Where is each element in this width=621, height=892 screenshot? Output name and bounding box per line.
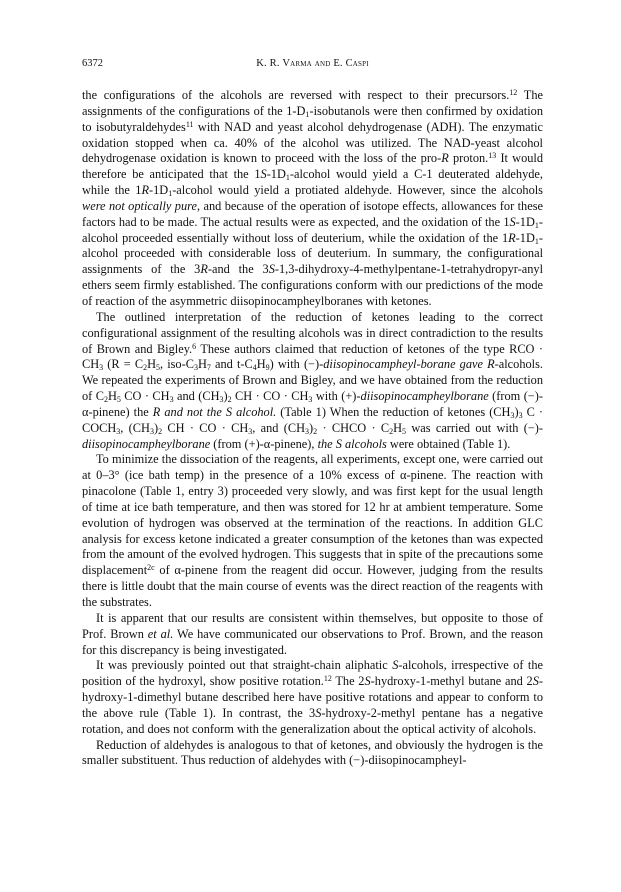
- paragraph-rotation: It was previously pointed out that straight-chain aliphatic S-alcohols, irrespective of the position of the hydroxyl, show positive rotation.$^{12}$ The 2S-hydroxy-1-methyl butane and 2S-hydroxy-1-dimethyl butane described here have positive rotations and appear to conform to the above rule (Table 1). In contrast, the 3S-hydroxy-2-methyl pentane has a negative rotation, and does not conform with the generalization about the optical activity of alcohols.: [82, 658, 543, 736]
- paragraph-brown-bigley: The outlined interpretation of the reduction of ketones leading to the correct configurational assignment of the resulting alcohols was in direct contradiction to the results of Brown and Bigley.$^6$ These authors claimed that reduction of ketones of the type RCO · $CH_3$ ($R = C_2H_5$, iso-$C_3H_7$ and $t-C_4H_9$) with (−)-diisopinocampheyl-borane gave R-alcohols. We repeated the experiments of Brown and Bigley, and we have obtained from the reduction of $C_2H_5$ CO · $CH_3$ and $(CH_3)_2$ CH · CO · $CH_3$ with (+)-diisopinocampheylborane (from (−)-α-pinene) the R and not the S alcohol. (Table 1) When the reduction of ketones $(CH_3)_3$ $C \cdot COCH_3$, $(CH_3)_2$ CH · CO · $CH_3$, and $(CH_3)_2$ · CHCO · $C_2H_5$ was carried out with (−)-diisopinocampheylborane (from (+)-α-pinene), the S alcohols were obtained (Table 1).: [82, 309, 544, 451]
- page-header: [82, 58, 543, 78]
- paragraph-consistency: It is apparent that our results are consistent within themselves, but opposite to those of Prof. Brown et al. We have communicated our observations to Prof. Brown, and the reason for this discrepancy is being investigated.: [82, 610, 543, 657]
- article-body: [82, 88, 543, 769]
- paragraph-continued: the configurations of the alcohols are reversed with respect to their precursors.$^{12}$ The assignments of the configurations of the $1-D_1$-isobutanols were then confirmed by oxidation to isobutyraldehydes$^{11}$ with NAD and yeast alcohol dehydrogenase (ADH). The enzymatic oxidation stopped when ca. 40% of the alcohol was utilized. The NAD-yeast alcohol dehydrogenase oxidation is known to proceed with the loss of the pro-R proton.$^{13}$ It would therefore be anticipated that the $1S-1D_1$-alcohol would yield a C-1 deuterated aldehyde, while the $1R-1D_1$-alcohol would yield a protiated aldehyde. However, since the alcohols were not optically pure, and because of the operation of isotope effects, allowances for these factors had to be made. The actual results were as expected, and the oxidation of the $1S-1D_1$-alcohol proceeded essentially without loss of deuterium, while the oxidation of the $1R-1D_1$-alcohol proceeded with considerable loss of deuterium. In summary, the configurational assignments of the 3R-and the 3S-1,3-dihydroxy-4-methylpentane-1-tetrahydropyr-anyl ethers seem firmly established. The configurations conform with our predictions of the mode of reaction of the asymmetric diisopinocampheylboranes with ketones.: [82, 88, 544, 308]
- paragraph-dissociation: To minimize the dissociation of the reagents, all experiments, except one, were carried out at 0–3° (ice bath temp) in the presence of a 10% excess of α-pinene. The reaction with pinacolone (Table 1, entry 3) proceeded very slowly, and was first kept for the usual length of time at ice bath temperature, and then was stored for 12 hr at ambient temperature. Some evolution of hydrogen was observed at the termination of the reactions. In addition GLC analysis for excess ketone indicated a greater consumption of the ketones than was expected from the amount of the evolved hydrogen. This suggests that in spite of the precautions some displacement$^{2c}$ of α-pinene from the reagent did occur. However, judging from the results there is little doubt that the main course of events was the direct reaction of the reagents with the substrates.: [82, 452, 543, 609]
- paragraph-aldehydes: Reduction of aldehydes is analogous to that of ketones, and obviously the hydrogen is the smaller substituent. Thus reduction of aldehydes with (−)-diisopinocampheyl-: [82, 737, 543, 768]
- page-number: 6372: [82, 58, 103, 69]
- running-head: K. R. Varma and E. Caspi: [256, 58, 369, 69]
